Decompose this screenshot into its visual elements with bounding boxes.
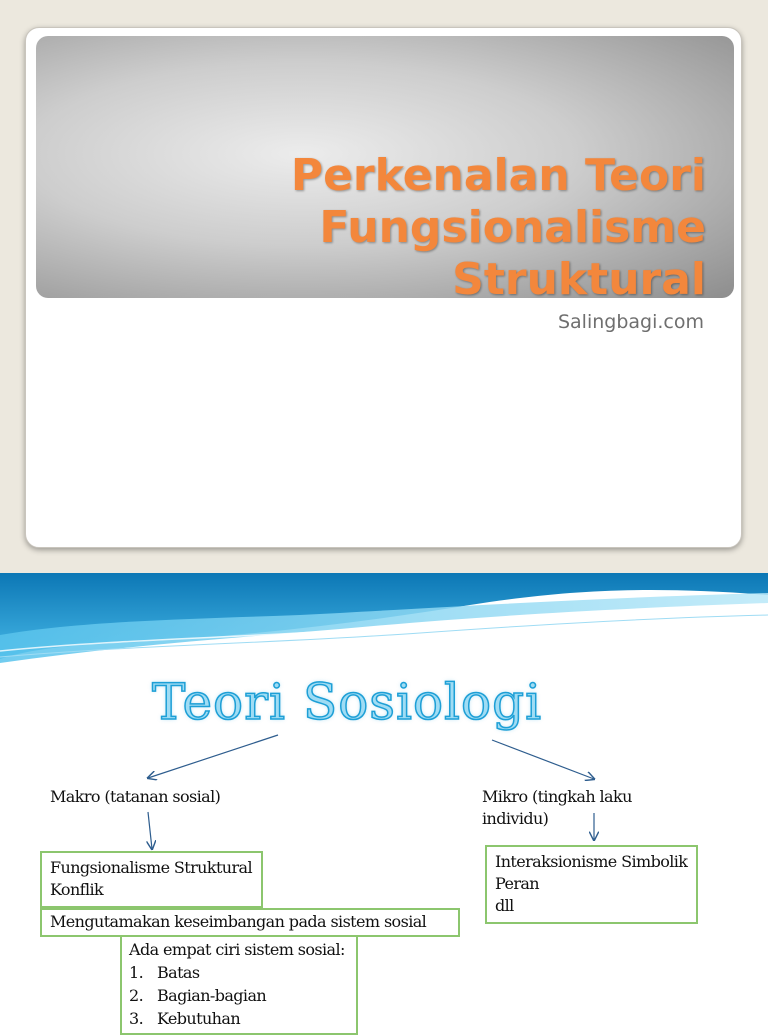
dll-line: dll — [495, 896, 514, 915]
ciri-heading: Ada empat ciri sistem sosial: — [129, 940, 345, 959]
interaksionisme-line: Interaksionisme Simbolik — [495, 852, 688, 871]
peran-line: Peran — [495, 874, 540, 893]
slide-title-line-3: Struktural — [452, 254, 706, 305]
ciri-box — [120, 935, 358, 1035]
list-label: Kebutuhan — [157, 1009, 241, 1028]
wave-banner — [0, 573, 768, 673]
list-label: Batas — [157, 963, 200, 982]
diagram-title: Teori Sosiologi — [152, 673, 543, 731]
slide-title — [291, 150, 706, 306]
mikro-label: Mikro (tingkah laku individu) — [482, 787, 632, 828]
arrow-to-makro — [148, 735, 278, 778]
arrow-to-fungsional — [148, 812, 152, 849]
interaksi-box — [485, 845, 698, 924]
diagram-slide — [0, 573, 768, 1028]
slide-title-line-2: Fungsionalisme — [319, 202, 706, 253]
list-number: 1. — [129, 963, 144, 982]
slide-title-line-1: Perkenalan Teori — [290, 150, 706, 201]
ciri-list — [129, 961, 356, 1030]
fungsional-line: Fungsionalisme Struktural — [50, 858, 253, 877]
keseimbangan-text: Mengutamakan keseimbangan pada sistem sosial — [50, 912, 427, 931]
list-item — [129, 961, 356, 984]
konflik-line: Konflik — [50, 880, 104, 899]
arrow-to-mikro — [492, 740, 594, 779]
keseimbangan-box — [40, 908, 460, 937]
list-item — [129, 1007, 356, 1030]
makro-label: Makro (tatanan sosial) — [50, 787, 221, 806]
slide-subtitle: Salingbagi.com — [557, 311, 704, 333]
fungsional-box — [40, 851, 263, 908]
list-number: 2. — [129, 986, 144, 1005]
list-label: Bagian-bagian — [157, 986, 267, 1005]
list-number: 3. — [129, 1009, 144, 1028]
list-item — [129, 984, 356, 1007]
